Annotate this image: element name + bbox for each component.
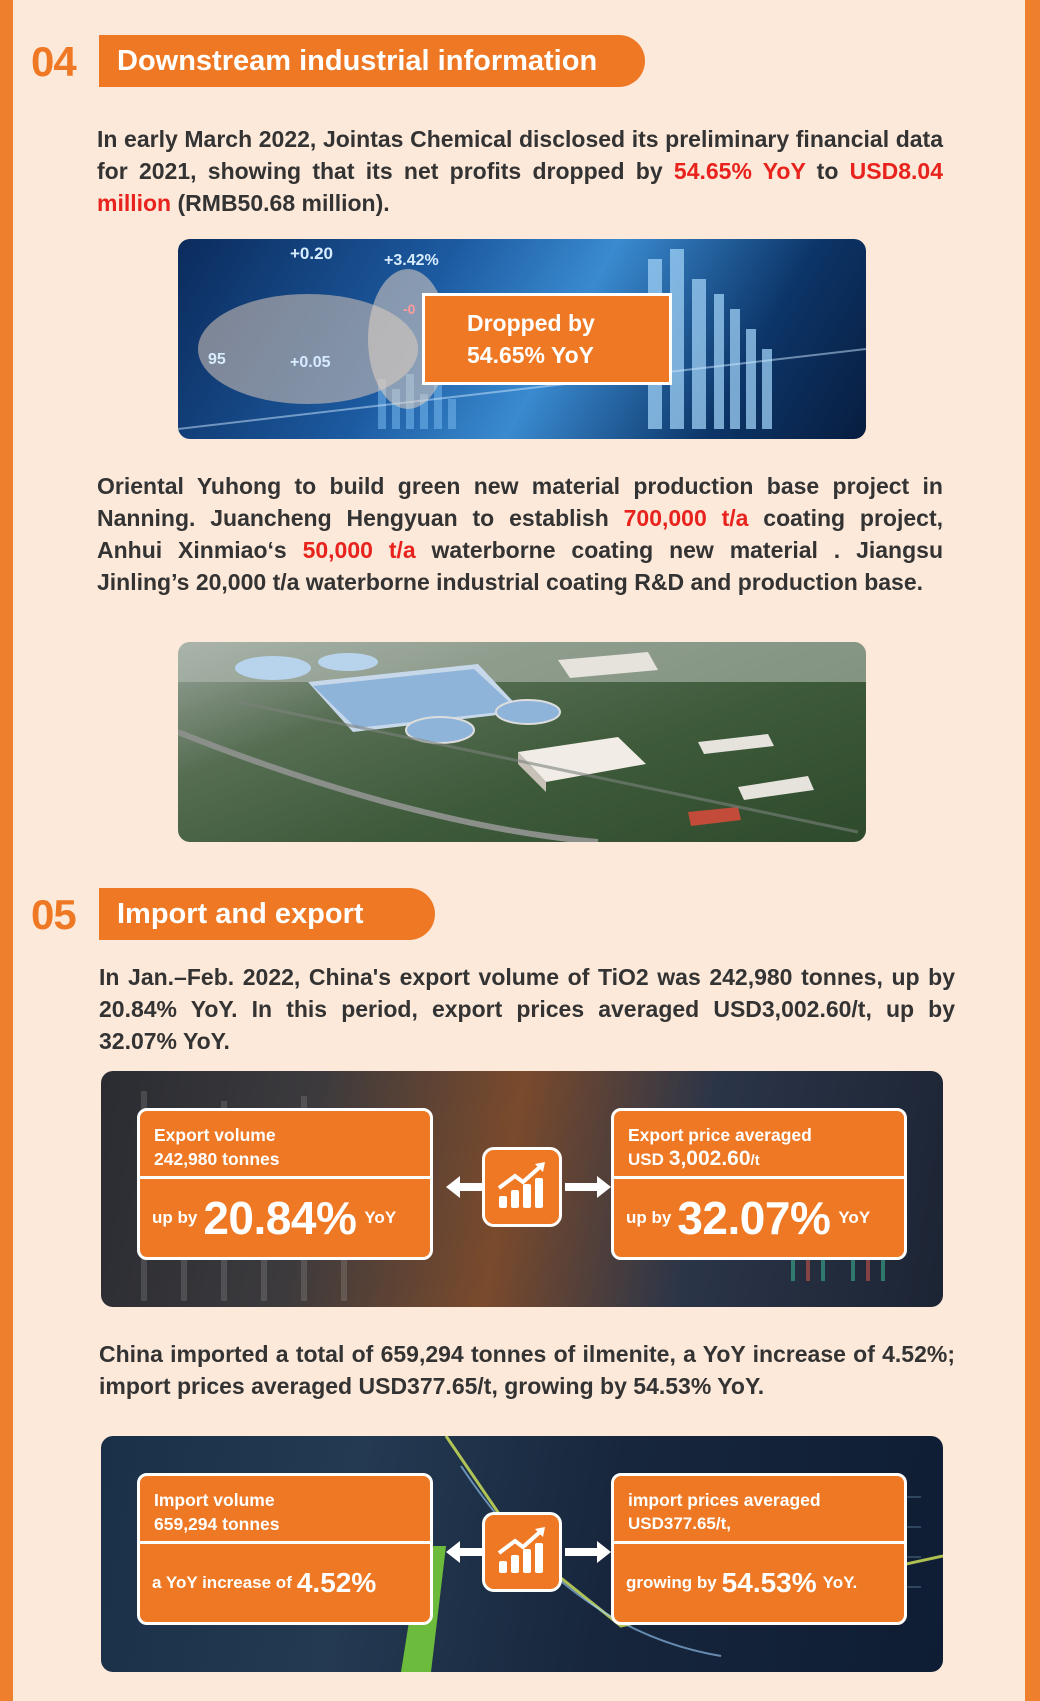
ticker-label: +0.05 (290, 354, 331, 371)
prefix: up by (626, 1208, 672, 1227)
export-volume-card (137, 1108, 433, 1260)
paragraph-jointas (97, 123, 943, 219)
card-value: USD377.65/t, (628, 1514, 731, 1533)
import-volume-card (137, 1473, 433, 1625)
ticker-label: 95 (208, 351, 226, 368)
section-number-04: 04 (31, 38, 76, 85)
paragraph-import: China imported a total of 659,294 tonnes of ilmenite, a YoY increase of 4.52%; import prices averaged USD377.65/t, growing by 54.53% YoY. (99, 1341, 955, 1399)
paragraph-projects (97, 470, 943, 598)
prefix: a YoY increase of (152, 1573, 292, 1592)
export-panel (101, 1071, 943, 1307)
prefix: growing by (626, 1573, 717, 1592)
currency: USD (628, 1150, 664, 1169)
factory-aerial-image (178, 642, 866, 842)
card-header (614, 1476, 904, 1544)
growth-chart-glyph (485, 1150, 559, 1224)
paragraph-export: In Jan.–Feb. 2022, China's export volume of TiO2 was 242,980 tonnes, up by 20.84% YoY. In this period, export prices averaged USD3,002.60/t, up by 32.07% YoY. (99, 964, 955, 1054)
export-price-card (611, 1108, 907, 1260)
suffix: YoY (364, 1208, 397, 1227)
growth-value: 4.52% (296, 1567, 377, 1598)
card-label: Import volume (154, 1490, 275, 1510)
section-title-downstream: Downstream industrial information (99, 35, 645, 87)
text: coating project, Anhui Xinmiao‘s (97, 505, 943, 563)
banner-line: 54.65% YoY (467, 342, 595, 368)
ticker-label: -0 (403, 301, 416, 317)
text: In early March 2022, Jointas Chemical disclosed its preliminary financial data for 2021, showing that its net profits dropped by (97, 126, 943, 184)
text: waterborne coating new material . Jiangsu Jinling’s 20,000 t/a waterborne industrial coating R&D and production base. (97, 537, 943, 595)
text: (RMB50.68 million). (171, 190, 390, 216)
card-label: import prices averaged (628, 1490, 821, 1510)
text: Oriental Yuhong to build green new material production base project in Nanning. Juancheng Hengyuan to establish (97, 473, 943, 531)
double-arrow-right-icon (565, 1541, 611, 1563)
section-number-05: 05 (31, 891, 76, 938)
growth-chart-glyph (485, 1515, 559, 1589)
text: to (805, 158, 850, 184)
banner-line: Dropped by (467, 310, 595, 336)
growth-chart-icon (482, 1147, 562, 1227)
highlight-capacity: 50,000 t/a (302, 537, 416, 563)
growth-chart-icon (482, 1512, 562, 1592)
card-footer (140, 1544, 430, 1622)
card-footer (614, 1179, 904, 1257)
suffix: YoY. (822, 1573, 858, 1592)
card-header (140, 1111, 430, 1179)
card-header (140, 1476, 430, 1544)
card-footer (140, 1179, 430, 1257)
growth-value: 20.84% (203, 1192, 357, 1244)
ticker-label: +3.42% (384, 252, 439, 269)
highlight-amount: USD8.04 million (97, 158, 943, 216)
dropped-banner (422, 293, 672, 385)
card-value: 242,980 tonnes (154, 1149, 280, 1169)
card-header (614, 1111, 904, 1179)
suffix: YoY (838, 1208, 871, 1227)
import-price-card (611, 1473, 907, 1625)
import-panel (101, 1436, 943, 1672)
amount: 3,002.60 (668, 1147, 751, 1170)
unit: /t (750, 1152, 760, 1169)
prefix: up by (152, 1208, 198, 1227)
card-footer (614, 1544, 904, 1622)
card-label: Export price averaged (628, 1125, 812, 1145)
double-arrow-right-icon (565, 1176, 611, 1198)
page (13, 0, 1025, 1701)
card-value: 659,294 tonnes (154, 1514, 280, 1534)
growth-value: 54.53% (721, 1567, 817, 1598)
ticker-label: +0.20 (290, 244, 334, 263)
highlight-capacity: 700,000 t/a (623, 505, 749, 531)
growth-value: 32.07% (677, 1192, 831, 1244)
finance-tablet-image (178, 239, 866, 439)
card-label: Export volume (154, 1125, 276, 1145)
highlight-percent: 54.65% YoY (673, 158, 806, 184)
card-value (628, 1147, 904, 1173)
section-title-import-export: Import and export (99, 888, 435, 940)
factory-graphic (178, 642, 866, 842)
